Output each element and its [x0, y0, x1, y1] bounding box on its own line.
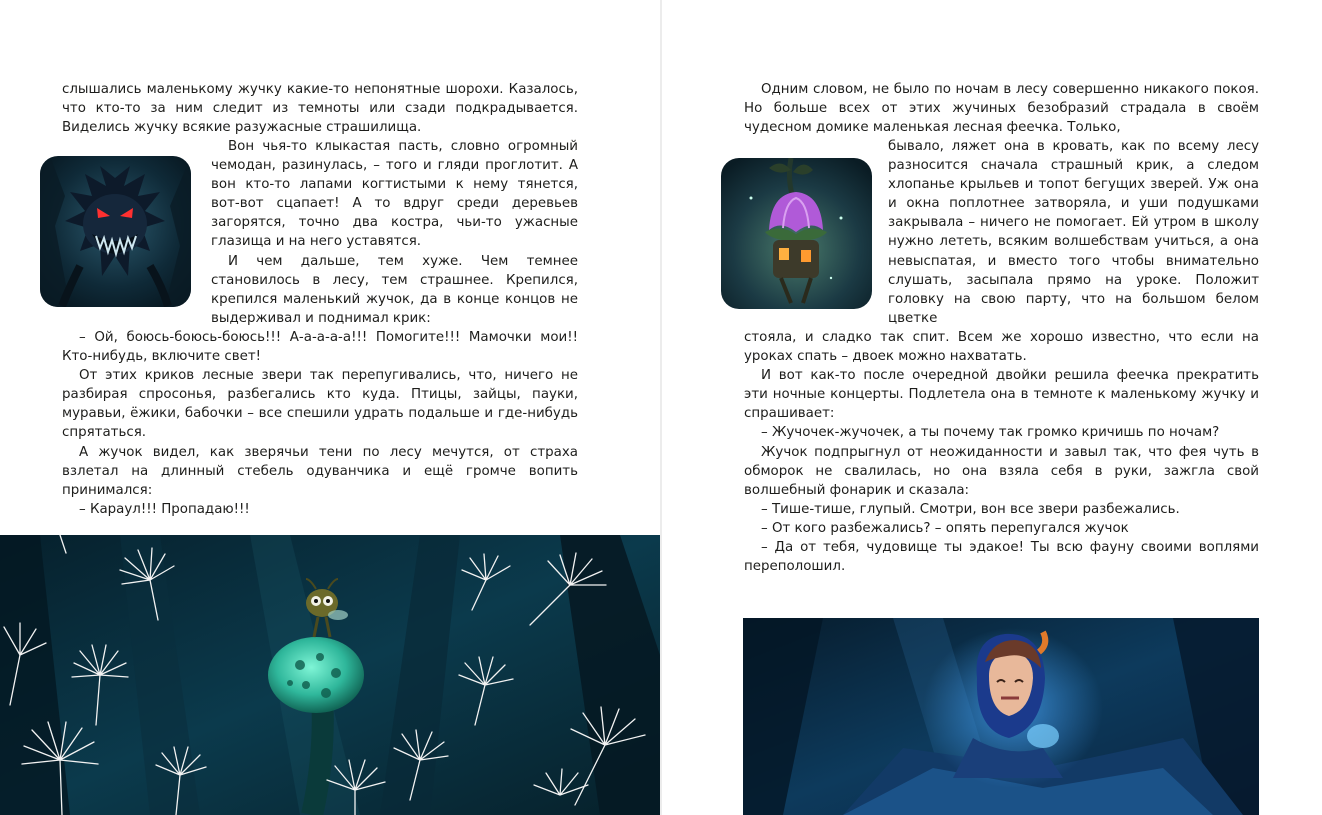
paragraph: Одним словом, не было по ночам в лесу совершенно никакого покоя. Но больше всех от этих жучиных безобразий страдала в своём чудесном домике маленькая лесная феечка. Только, — [744, 82, 1259, 136]
paragraph: – Караул!!! Пропадаю!!! — [79, 501, 250, 517]
paragraph: стояла, и сладко так спит. Всем же хорошо известно, что если на уроках спать – двоек можно нахватать. — [744, 330, 1259, 365]
paragraph: слышались маленькому жучку какие-то непонятные шорохи. Казалось, что кто-то за ним следит из темноты или сзади подкрадывается. Виделись жучку всякие разужасные страшилища. — [62, 82, 578, 136]
paragraph: – От кого разбежались? – опять перепугался жучок — [761, 520, 1129, 536]
right-page — [662, 0, 1322, 815]
left-page — [0, 0, 660, 815]
paragraph: – Жучочек-жучочек, а ты почему так громко кричишь по ночам? — [761, 425, 1220, 441]
fairy-with-lantern-illustration — [743, 618, 1259, 815]
paragraph: – Да от тебя, чудовище ты эдакое! Ты всю фауну своими воплями переполошил. — [744, 540, 1259, 575]
paragraph: – Тише-тише, глупый. Смотри, вон все звери разбежались. — [761, 501, 1180, 517]
left-float-text — [211, 137, 578, 328]
paragraph: Жучок подпрыгнул от неожиданности и завыл так, что фея чуть в обморок не свалилась, но она взяла себя в руки, зажгла свой волшебный фонарик и сказала: — [744, 444, 1259, 498]
monster-illustration — [40, 156, 191, 307]
paragraph: Вон чья-то клыкастая пасть, словно огромный чемодан, разинулась, – того и гляди проглотит. А вон кто-то лапами когтистыми к нему тянется, вот-вот сцапает! А то вдруг среди деревьев загорятся, точно два костра, чьи-то ужасные глазища и на него уставятся. — [211, 139, 578, 250]
right-bottom-text — [744, 328, 1259, 576]
paragraph: От этих криков лесные звери так перепугивались, что, ничего не разбирая спросонья, разбегались кто куда. Птицы, зайцы, пауки, муравьи, ёжики, бабочки – все спешили удрать подальше и где-нибудь спрятаться. — [62, 368, 578, 441]
right-float-text — [888, 137, 1259, 328]
right-top-text — [744, 80, 1259, 137]
dandelion-forest-illustration — [0, 535, 660, 815]
left-top-text — [62, 80, 578, 137]
paragraph: бывало, ляжет она в кровать, как по всему лесу разносится сначала страшный крик, а следом хлопанье крыльев и топот бегущих зверей. Уж она и окна поплотнее затворяла, и уши подушками закрывала – ничего не помогает. Ей утром в школу нужно лететь, всяким волшебствам учиться, а она невыспатая, и вместо того чтобы внимательно слушать, засыпала прямо на уроке. Положит головку на свою парту, что на большом белом цветке — [888, 139, 1259, 326]
paragraph: – Ой, боюсь-боюсь-боюсь!!! А-а-а-а-а!!! Помогите!!! Мамочки мои!! Кто-нибудь, включите свет! — [62, 330, 578, 365]
left-bottom-text — [62, 328, 578, 519]
paragraph: И вот как-то после очередной двойки решила феечка прекратить эти ночные концерты. Подлетела она в темноте к маленькому жучку и спрашивает: — [744, 368, 1259, 422]
fairy-house-illustration — [721, 158, 872, 309]
paragraph: И чем дальше, тем хуже. Чем темнее становилось в лесу, тем страшнее. Крепился, крепился маленький жучок, да в конце концов не выдерживал и поднимал крик: — [211, 253, 578, 326]
paragraph: А жучок видел, как зверячьи тени по лесу мечутся, от страха взлетал на длинный стебель одуванчика и ещё громче вопить принимался: — [62, 444, 578, 498]
